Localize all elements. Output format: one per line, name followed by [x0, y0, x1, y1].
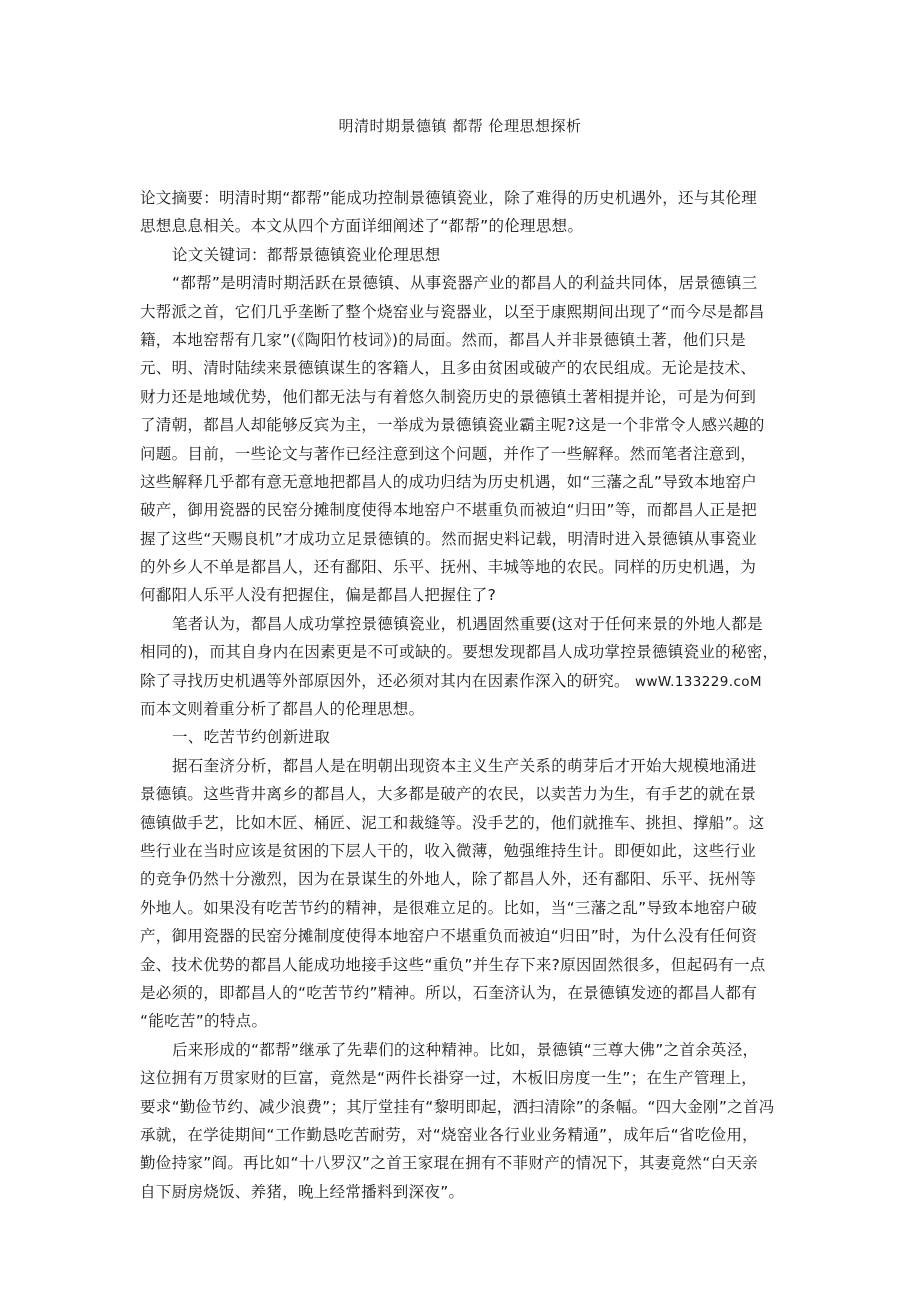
- text-line-content: 这位拥有万贯家财的巨富，竟然是“两件长褂穿一过，木板旧房度一生”；在生产管理上，: [140, 1069, 758, 1088]
- text-line-content: 景德镇。这些背井离乡的都昌人，大多都是破产的农民，以卖苦力为生，有手艺的就在景: [140, 785, 757, 804]
- text-line-content: 金、技术优势的都昌人能成功地接手这些“重负”并生存下来?原因固然很多，但起码有一点: [140, 955, 766, 974]
- text-line-content: 承就，在学徒期间“工作勤恳吃苦耐劳，对“烧窑业各行业业务精通”，成年后“省吃俭用，: [140, 1125, 758, 1144]
- text-line: [140, 780, 788, 808]
- text-line: [140, 723, 788, 751]
- text-line-content: 籍，本地窑帮有几家”(《陶阳竹枝词》)的局面。然而，都昌人并非景德镇土著，他们只是: [140, 330, 746, 349]
- text-line-content: 思想息息相关。本文从四个方面详细阐述了“都帮”的伦理思想。: [140, 217, 584, 236]
- text-line-content: 元、明、清时陆续来景德镇谋生的客籍人，且多由贫困或破产的农民组成。无论是技术、: [140, 359, 757, 378]
- text-line-content: 外地人。如果没有吃苦节约的精神，是很难立足的。比如，当“三藩之乱”导致本地窑户破: [140, 898, 758, 917]
- text-line: [140, 1064, 788, 1092]
- text-line: [140, 951, 788, 979]
- text-line-content: 要求“勤俭节约、减少浪费”；其厅堂挂有“黎明即起，洒扫清除”的条幅。“四大金刚”之首冯: [140, 1097, 775, 1116]
- text-line: [140, 1007, 788, 1035]
- text-line-content: 大帮派之首，它们几乎垄断了整个烧窑业与瓷器业，以至于康熙期间出现了“而今尽是都昌: [140, 302, 765, 321]
- text-line-content: 一、吃苦节约创新进取: [172, 728, 331, 747]
- text-line-content: 除了寻找历史机遇等外部原因外，还必须对其内在因素作深入的研究。: [140, 671, 630, 690]
- text-line-content: 些行业在当时应该是贫困的下层人干的，收入微薄，勉强维持生计。即便如此，这些行业: [140, 841, 757, 860]
- text-line: [140, 922, 788, 950]
- text-line-content: 笔者认为，都昌人成功掌控景德镇瓷业，机遇固然重要(这对于任何来景的外地人都是: [172, 614, 763, 633]
- site-watermark-url: wwW.133229.coM: [635, 673, 762, 690]
- text-line: [140, 383, 788, 411]
- text-line-content: 是必须的，即都昌人的“吃苦节约”精神。所以，石奎济认为，在景德镇发迹的都昌人都有: [140, 983, 758, 1002]
- text-line: [140, 837, 788, 865]
- text-line-content: 德镇做手艺，比如木匠、桶匠、泥工和裁缝等。没手艺的，他们就推车、挑担、撑船”。这: [140, 813, 765, 832]
- text-line: [140, 354, 788, 382]
- text-line: [140, 525, 788, 553]
- text-line: [140, 269, 788, 297]
- text-line: [140, 1093, 788, 1121]
- text-line-content: 而本文则着重分析了都昌人的伦理思想。: [140, 700, 425, 719]
- text-line: [140, 184, 788, 212]
- text-line: [140, 695, 788, 723]
- text-line: [140, 496, 788, 524]
- text-line: [140, 752, 788, 780]
- text-line: [140, 667, 788, 695]
- text-line-content: 的外乡人不单是都昌人，还有鄱阳、乐平、抚州、丰城等地的农民。同样的历史机遇，为: [140, 558, 757, 577]
- text-line: [140, 581, 788, 609]
- article-body: [140, 184, 788, 1206]
- text-line: [140, 610, 788, 638]
- text-line-content: 了清朝，都昌人却能够反宾为主，一举成为景德镇瓷业霸主呢?这是一个非常令人感兴趣的: [140, 416, 765, 435]
- text-line: [140, 298, 788, 326]
- text-line: [140, 468, 788, 496]
- text-line: [140, 212, 788, 240]
- text-line: [140, 1121, 788, 1149]
- text-line: [140, 1149, 788, 1177]
- text-line: [140, 894, 788, 922]
- text-line: [140, 1178, 788, 1206]
- text-line: [140, 979, 788, 1007]
- text-line-content: 问题。目前，一些论文与著作已经注意到这个问题，并作了一些解释。然而笔者注意到，: [140, 444, 757, 463]
- page-title: 明清时期景德镇 都帮 伦理思想探析: [338, 117, 582, 135]
- text-line-content: 相同的)，而其自身内在因素更是不可或缺的。要想发现都昌人成功掌控景德镇瓷业的秘密，: [140, 643, 779, 662]
- text-line-content: 据石奎济分析，都昌人是在明朝出现资本主义生产关系的萌芽后才开始大规模地涌进: [172, 756, 757, 775]
- text-line: [140, 326, 788, 354]
- text-line: [140, 553, 788, 581]
- text-line-content: 财力还是地域优势，他们都无法与有着悠久制瓷历史的景德镇土著相提并论，可是为何到: [140, 387, 757, 406]
- text-line-content: 的竞争仍然十分激烈，因为在景谋生的外地人，除了都昌人外，还有鄱阳、乐平、抚州等: [140, 870, 757, 889]
- text-line-content: 何鄱阳人乐平人没有把握住，偏是都昌人把握住了?: [140, 586, 497, 605]
- text-line: [140, 411, 788, 439]
- text-line-content: “都帮”是明清时期活跃在景德镇、从事瓷器产业的都昌人的利益共同体，居景德镇三: [172, 274, 758, 293]
- text-line: [140, 809, 788, 837]
- text-line-content: 这些解释几乎都有意无意地把都昌人的成功归结为历史机遇，如“三藩之乱”导致本地窑户: [140, 472, 758, 491]
- text-line-content: 论文摘要：明清时期“都帮”能成功控制景德镇瓷业，除了难得的历史机遇外，还与其伦理: [140, 189, 758, 207]
- text-line-content: 论文关键词：都帮景德镇瓷业伦理思想: [172, 245, 441, 264]
- text-line: [140, 440, 788, 468]
- text-line-content: 握了这些“天赐良机”才成功立足景德镇的。然而据史料记载，明清时进入景德镇从事瓷业: [140, 529, 758, 548]
- text-line-content: 破产，御用瓷器的民窑分摊制度使得本地窑户不堪重负而被迫“归田”等，而都昌人正是把: [140, 501, 758, 520]
- text-line-content: “能吃苦”的特点。: [140, 1012, 268, 1031]
- text-line: [140, 1036, 788, 1064]
- text-line-content: 后来形成的“都帮”继承了先辈们的这种精神。比如，景德镇“三尊大佛”之首余英泾，: [172, 1040, 759, 1059]
- text-line: [140, 241, 788, 269]
- text-line: [140, 865, 788, 893]
- text-line: [140, 638, 788, 666]
- text-line-content: 勤俭持家”阎。再比如“十八罗汉”之首王家琨在拥有不菲财产的情况下，其妻竟然“白天亲: [140, 1154, 758, 1173]
- text-line-content: 产，御用瓷器的民窑分摊制度使得本地窑户不堪重负而被迫“归田”时，为什么没有任何资: [140, 927, 758, 946]
- text-line-content: 自下厨房烧饭、养猪，晚上经常播料到深夜”。: [140, 1182, 465, 1201]
